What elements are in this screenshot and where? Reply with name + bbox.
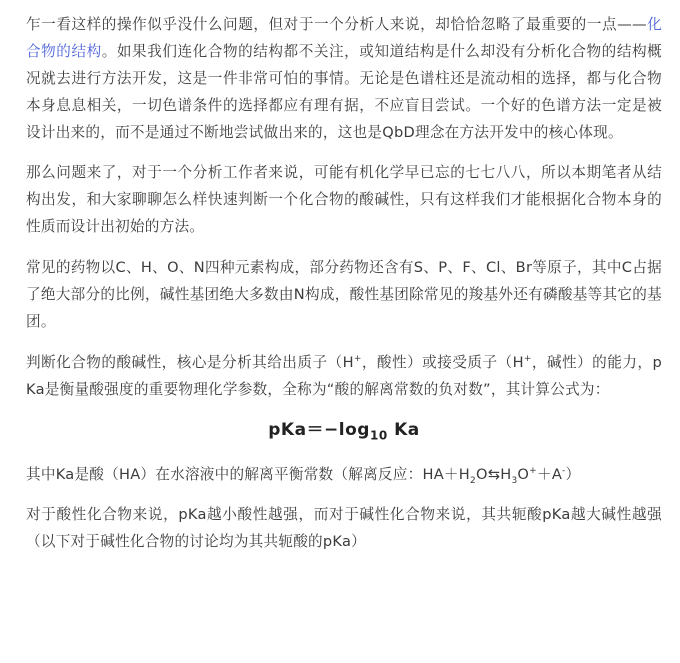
paragraph-intro-text-before: 乍一看这样的操作似乎没什么问题，但对于一个分析人来说，却恰恰忽略了最重要的一点—— [26, 16, 647, 33]
compound-structure-link[interactable]: 化合物的结构 [26, 16, 662, 60]
dissociation-text-4: ＋A [536, 466, 563, 483]
paragraph-approach: 那么问题来了，对于一个分析工作者来说，可能有机化学早已忘的七七八八，所以本期笔者从结构出发，和大家聊聊怎么样快速判断一个化合物的酸碱性，只有这样我们才能根据化合物本身的性质而设计出初始的方法。 [26, 164, 662, 235]
formula-lhs: pKa＝−log [268, 420, 370, 440]
paragraph-elements: 常见的药物以C、H、O、N四种元素构成，部分药物还含有S、P、F、Cl、Br等原子，其中C占据了绝大部分的比例，碱性基团绝大多数由N构成，酸性基团除常见的羧基外还有磷酸基等其它的基团。 [26, 259, 662, 330]
paragraph-intro [26, 11, 662, 146]
dissociation-text-1: 其中Ka是酸（HA）在水溶液中的解离平衡常数（解离反应：HA＋H [26, 466, 470, 483]
paragraph-intro-text-after: 。如果我们连化合物的结构都不关注，或知道结构是什么却没有分析化合物的结构概况就去进行方法开发，这是一件非常可怕的事情。无论是色谱柱还是流动相的选择，都与化合物本身息息相关，一切色谱条件的选择都应有理有据，不应盲目尝试。一个好的色谱方法一定是被设计出来的，而不是通过不断地尝试做出来的，这也是QbD理念在方法开发中的核心体现。 [26, 43, 662, 141]
dissociation-text-5: ） [565, 466, 581, 483]
pka-formula [26, 417, 662, 443]
dissociation-text-2: O⇆H [475, 466, 512, 483]
pka-text-1: 判断化合物的酸碱性，核心是分析其给出质子（H [26, 354, 354, 371]
pka-text-2: ，酸性）或接受质子（H [361, 354, 524, 371]
formula-log-base: 10 [369, 428, 388, 443]
dissociation-text-3: O [517, 466, 530, 483]
paragraph-acid-base-strength: 对于酸性化合物来说，pKa越小酸性越强，而对于碱性化合物来说，其共轭酸pKa越大碱性越强（以下对于碱性化合物的讨论均为其共轭酸的pKa） [26, 506, 662, 550]
hydronium-subscript: 3 [511, 475, 518, 486]
water-subscript: 2 [470, 475, 476, 486]
anion-charge: - [562, 466, 566, 477]
proton-superscript-1: + [353, 354, 362, 365]
paragraph-dissociation [26, 461, 662, 488]
proton-superscript-2: + [523, 354, 532, 365]
formula-rhs: Ka [387, 420, 420, 440]
hydronium-charge: + [529, 466, 537, 477]
paragraph-pka-definition [26, 349, 662, 403]
pka-text-3: ，碱性）的能力，pKa是衡量酸强度的重要物理化学参数，全称为“酸的解离常数的负对数”，其计算公式为： [26, 354, 662, 398]
